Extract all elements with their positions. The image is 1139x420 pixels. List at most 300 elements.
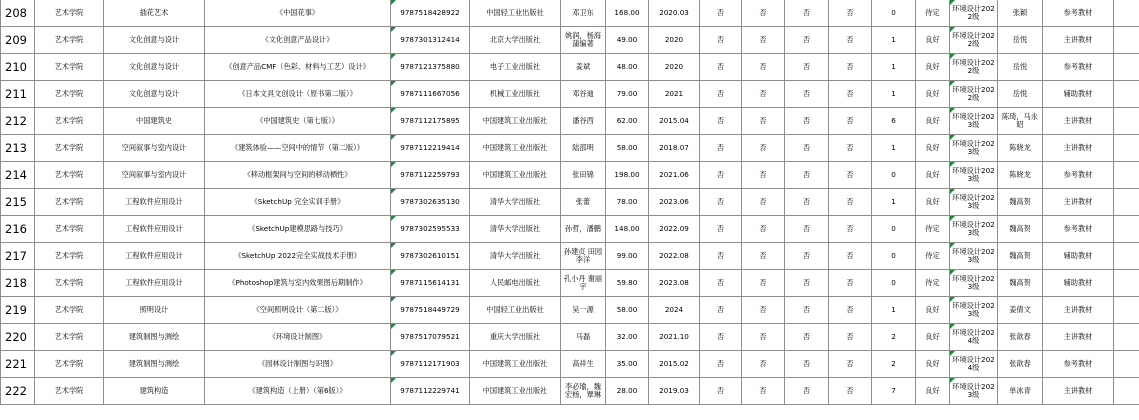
row-number-cell[interactable]: 218 [1,270,35,297]
empty-cell[interactable] [1114,297,1139,324]
table-row [1,189,1139,216]
author-cell[interactable]: 陆邵明 [561,135,606,162]
material-type-cell[interactable]: 主讲教材 [1043,297,1114,324]
teacher-cell[interactable]: 张颖 [998,0,1043,27]
price-cell[interactable]: 49.00 [606,27,649,54]
flag-cell-2[interactable]: 否 [742,0,785,27]
course-cell[interactable]: 工程软件应用设计 [104,270,205,297]
count-cell[interactable]: 1 [872,189,916,216]
publish-date-cell[interactable]: 2023.08 [649,270,700,297]
flag-cell-3[interactable]: 否 [785,108,829,135]
author-cell[interactable]: 吴一源 [561,297,606,324]
college-cell[interactable]: 艺术学院 [35,162,104,189]
teacher-cell[interactable]: 陈琦，马永昭 [998,108,1043,135]
college-cell[interactable]: 艺术学院 [35,108,104,135]
author-cell[interactable]: 张蕾 [561,189,606,216]
course-cell[interactable]: 插花艺术 [104,0,205,27]
material-type-cell[interactable]: 主讲教材 [1043,27,1114,54]
flag-cell-4[interactable]: 否 [829,27,872,54]
evaluation-cell[interactable]: 良好 [916,324,950,351]
teacher-cell[interactable]: 魏高贺 [998,189,1043,216]
major-class-cell[interactable]: 环境设计2023级 [950,135,998,162]
count-cell[interactable]: 2 [872,324,916,351]
publish-date-cell[interactable]: 2018.07 [649,135,700,162]
teacher-cell[interactable]: 姜倩文 [998,297,1043,324]
teacher-cell[interactable]: 岳悦 [998,54,1043,81]
price-cell[interactable]: 48.00 [606,54,649,81]
course-cell[interactable]: 文化创意与设计 [104,81,205,108]
empty-cell[interactable] [1114,189,1139,216]
major-class-cell[interactable]: 环境设计2022级 [950,0,998,27]
flag-cell-3[interactable]: 否 [785,297,829,324]
course-cell[interactable]: 建筑制图与测绘 [104,324,205,351]
publisher-cell[interactable]: 北京大学出版社 [470,27,561,54]
course-cell[interactable]: 工程软件应用设计 [104,243,205,270]
count-cell[interactable]: 1 [872,81,916,108]
empty-cell[interactable] [1114,81,1139,108]
author-cell[interactable]: 邓谷迪 [561,81,606,108]
course-cell[interactable]: 中国建筑史 [104,108,205,135]
major-class-cell[interactable]: 环境设计2024级 [950,324,998,351]
evaluation-cell[interactable]: 良好 [916,27,950,54]
college-cell[interactable]: 艺术学院 [35,378,104,405]
flag-cell-3[interactable]: 否 [785,324,829,351]
empty-cell[interactable] [1114,54,1139,81]
material-type-cell[interactable]: 主讲教材 [1043,189,1114,216]
college-cell[interactable]: 艺术学院 [35,189,104,216]
publisher-cell[interactable]: 中国建筑工业出版社 [470,378,561,405]
college-cell[interactable]: 艺术学院 [35,243,104,270]
row-number-cell[interactable]: 215 [1,189,35,216]
author-cell[interactable]: 姜斌 [561,54,606,81]
flag-cell-1[interactable]: 否 [700,243,742,270]
count-cell[interactable]: 7 [872,378,916,405]
table-row [1,216,1139,243]
evaluation-cell[interactable]: 良好 [916,54,950,81]
teacher-cell[interactable]: 岳悦 [998,27,1043,54]
book-title-cell[interactable]: 《SketchUp建模思路与技巧》 [205,216,391,243]
evaluation-cell[interactable]: 良好 [916,162,950,189]
flag-cell-2[interactable]: 否 [742,189,785,216]
flag-cell-2[interactable]: 否 [742,243,785,270]
row-number-cell[interactable]: 209 [1,27,35,54]
flag-cell-4[interactable]: 否 [829,378,872,405]
isbn-cell[interactable]: 9787518428922 [391,0,470,27]
publisher-cell[interactable]: 重庆大学出版社 [470,324,561,351]
count-cell[interactable]: 0 [872,270,916,297]
teacher-cell[interactable]: 张歆春 [998,324,1043,351]
price-cell[interactable]: 168.00 [606,0,649,27]
table-row [1,162,1139,189]
price-cell[interactable]: 35.00 [606,351,649,378]
teacher-cell[interactable]: 张歆春 [998,351,1043,378]
row-number-cell[interactable]: 210 [1,54,35,81]
isbn-cell[interactable]: 9787302595533 [391,216,470,243]
flag-cell-1[interactable]: 否 [700,135,742,162]
flag-cell-1[interactable]: 否 [700,27,742,54]
flag-cell-2[interactable]: 否 [742,270,785,297]
table-row [1,324,1139,351]
empty-cell[interactable] [1114,324,1139,351]
publisher-cell[interactable]: 清华大学出版社 [470,243,561,270]
course-cell[interactable]: 建筑构造 [104,378,205,405]
row-number-cell[interactable]: 211 [1,81,35,108]
flag-cell-1[interactable]: 否 [700,0,742,27]
book-title-cell[interactable]: 《文化创意产品设计》 [205,27,391,54]
material-type-cell[interactable]: 主讲教材 [1043,324,1114,351]
table-row [1,351,1139,378]
material-type-cell[interactable]: 辅助教材 [1043,243,1114,270]
flag-cell-2[interactable]: 否 [742,297,785,324]
evaluation-cell[interactable]: 良好 [916,378,950,405]
college-cell[interactable]: 艺术学院 [35,135,104,162]
book-title-cell[interactable]: 《园林设计制图与识图》 [205,351,391,378]
empty-cell[interactable] [1114,135,1139,162]
college-cell[interactable]: 艺术学院 [35,216,104,243]
evaluation-cell[interactable]: 待定 [916,270,950,297]
empty-cell[interactable] [1114,0,1139,27]
author-cell[interactable]: 孙哲，潘鹏 [561,216,606,243]
material-type-cell[interactable]: 参考教材 [1043,162,1114,189]
count-cell[interactable]: 1 [872,297,916,324]
material-type-cell[interactable]: 主讲教材 [1043,135,1114,162]
isbn-cell[interactable]: 9787302635130 [391,189,470,216]
table-row [1,108,1139,135]
author-cell[interactable]: 张田锦 [561,162,606,189]
publisher-cell[interactable]: 电子工业出版社 [470,54,561,81]
author-cell[interactable]: 潘谷西 [561,108,606,135]
major-class-cell[interactable]: 环境设计2023级 [950,243,998,270]
isbn-cell[interactable]: 9787112259793 [391,162,470,189]
book-title-cell[interactable]: 《中国花事》 [205,0,391,27]
flag-cell-4[interactable]: 否 [829,351,872,378]
isbn-cell[interactable]: 9787115614131 [391,270,470,297]
material-type-cell[interactable]: 参考教材 [1043,216,1114,243]
publisher-cell[interactable]: 中国轻工业出版社 [470,0,561,27]
author-cell[interactable]: 姚润，杨海蒲编著 [561,27,606,54]
material-type-cell[interactable]: 参考教材 [1043,351,1114,378]
isbn-cell[interactable]: 9787112229741 [391,378,470,405]
publisher-cell[interactable]: 中国建筑工业出版社 [470,108,561,135]
evaluation-cell[interactable]: 待定 [916,216,950,243]
row-number-cell[interactable]: 217 [1,243,35,270]
row-number-cell[interactable]: 220 [1,324,35,351]
book-title-cell[interactable]: 《中国建筑史（第七版）》 [205,108,391,135]
count-cell[interactable]: 0 [872,243,916,270]
college-cell[interactable]: 艺术学院 [35,324,104,351]
publish-date-cell[interactable]: 2020.03 [649,0,700,27]
flag-cell-1[interactable]: 否 [700,216,742,243]
course-cell[interactable]: 工程软件应用设计 [104,189,205,216]
flag-cell-3[interactable]: 否 [785,27,829,54]
count-cell[interactable]: 0 [872,162,916,189]
author-cell[interactable]: 孔小丹 谢丽宇 [561,270,606,297]
table-row [1,54,1139,81]
major-class-cell[interactable]: 环境设计2023级 [950,378,998,405]
author-cell[interactable]: 孙建贞 田园 李洋 [561,243,606,270]
isbn-cell[interactable]: 9787112219414 [391,135,470,162]
flag-cell-3[interactable]: 否 [785,378,829,405]
price-cell[interactable]: 62.00 [606,108,649,135]
flag-cell-1[interactable]: 否 [700,54,742,81]
flag-cell-2[interactable]: 否 [742,27,785,54]
major-class-cell[interactable]: 环境设计2022级 [950,27,998,54]
row-number-cell[interactable]: 222 [1,378,35,405]
isbn-cell[interactable]: 9787517079521 [391,324,470,351]
empty-cell[interactable] [1114,216,1139,243]
major-class-cell[interactable]: 环境设计2022级 [950,54,998,81]
isbn-cell[interactable]: 9787301312414 [391,27,470,54]
publisher-cell[interactable]: 清华大学出版社 [470,216,561,243]
price-cell[interactable]: 28.00 [606,378,649,405]
empty-cell[interactable] [1114,378,1139,405]
flag-cell-3[interactable]: 否 [785,351,829,378]
teacher-cell[interactable]: 魏高贺 [998,216,1043,243]
table-row [1,378,1139,405]
flag-cell-3[interactable]: 否 [785,243,829,270]
major-class-cell[interactable]: 环境设计2023级 [950,108,998,135]
flag-cell-1[interactable]: 否 [700,378,742,405]
flag-cell-4[interactable]: 否 [829,189,872,216]
isbn-cell[interactable]: 9787111667056 [391,81,470,108]
author-cell[interactable]: 马磊 [561,324,606,351]
book-title-cell[interactable]: 《SketchUp 2022完全实战技术手册》 [205,243,391,270]
flag-cell-4[interactable]: 否 [829,216,872,243]
material-type-cell[interactable]: 参考教材 [1043,0,1114,27]
evaluation-cell[interactable]: 良好 [916,351,950,378]
empty-cell[interactable] [1114,243,1139,270]
major-class-cell[interactable]: 环境设计2023级 [950,216,998,243]
college-cell[interactable]: 艺术学院 [35,81,104,108]
flag-cell-1[interactable]: 否 [700,270,742,297]
course-cell[interactable]: 文化创意与设计 [104,54,205,81]
flag-cell-4[interactable]: 否 [829,54,872,81]
publish-date-cell[interactable]: 2020 [649,27,700,54]
count-cell[interactable]: 1 [872,27,916,54]
college-cell[interactable]: 艺术学院 [35,54,104,81]
college-cell[interactable]: 艺术学院 [35,27,104,54]
flag-cell-3[interactable]: 否 [785,216,829,243]
flag-cell-4[interactable]: 否 [829,135,872,162]
publisher-cell[interactable]: 清华大学出版社 [470,189,561,216]
table-row [1,297,1139,324]
course-cell[interactable]: 空间叙事与室内设计 [104,162,205,189]
empty-cell[interactable] [1114,162,1139,189]
evaluation-cell[interactable]: 待定 [916,243,950,270]
flag-cell-1[interactable]: 否 [700,324,742,351]
table-row [1,135,1139,162]
row-number-cell[interactable]: 213 [1,135,35,162]
major-class-cell[interactable]: 环境设计2023级 [950,162,998,189]
book-title-cell[interactable]: 《移动框架间与空间的移动栖性》 [205,162,391,189]
course-cell[interactable]: 建筑制图与测绘 [104,351,205,378]
flag-cell-2[interactable]: 否 [742,378,785,405]
price-cell[interactable]: 59.80 [606,270,649,297]
publish-date-cell[interactable]: 2015.04 [649,108,700,135]
course-cell[interactable]: 照明设计 [104,297,205,324]
material-type-cell[interactable]: 辅助教材 [1043,81,1114,108]
isbn-cell[interactable]: 9787518449729 [391,297,470,324]
table-row [1,243,1139,270]
publisher-cell[interactable]: 机械工业出版社 [470,81,561,108]
price-cell[interactable]: 78.00 [606,189,649,216]
major-class-cell[interactable]: 环境设计2023级 [950,189,998,216]
flag-cell-3[interactable]: 否 [785,0,829,27]
row-number-cell[interactable]: 221 [1,351,35,378]
count-cell[interactable]: 6 [872,108,916,135]
flag-cell-2[interactable]: 否 [742,108,785,135]
flag-cell-1[interactable]: 否 [700,297,742,324]
flag-cell-2[interactable]: 否 [742,81,785,108]
book-title-cell[interactable]: 《SketchUp 完全实训手册》 [205,189,391,216]
book-title-cell[interactable]: 《Photoshop建筑与室内效果图后期制作》 [205,270,391,297]
teacher-cell[interactable]: 魏高贺 [998,270,1043,297]
row-number-cell[interactable]: 219 [1,297,35,324]
flag-cell-4[interactable]: 否 [829,297,872,324]
isbn-cell[interactable]: 9787112171903 [391,351,470,378]
book-title-cell[interactable]: 《建筑构造（上册）（第6版）》 [205,378,391,405]
flag-cell-2[interactable]: 否 [742,135,785,162]
book-title-cell[interactable]: 《日本文具文创设计（原书第二版）》 [205,81,391,108]
publisher-cell[interactable]: 中国建筑工业出版社 [470,135,561,162]
publish-date-cell[interactable]: 2021.10 [649,324,700,351]
college-cell[interactable]: 艺术学院 [35,351,104,378]
empty-cell[interactable] [1114,351,1139,378]
book-title-cell[interactable]: 《空间照明设计（第二版）》 [205,297,391,324]
author-cell[interactable]: 李必瑜，魏宏杨，覃琳 [561,378,606,405]
evaluation-cell[interactable]: 良好 [916,81,950,108]
row-number-cell[interactable]: 216 [1,216,35,243]
course-cell[interactable]: 文化创意与设计 [104,27,205,54]
table-row [1,0,1139,27]
price-cell[interactable]: 58.00 [606,135,649,162]
publish-date-cell[interactable]: 2021.06 [649,162,700,189]
flag-cell-2[interactable]: 否 [742,351,785,378]
flag-cell-1[interactable]: 否 [700,81,742,108]
table-row [1,270,1139,297]
teacher-cell[interactable]: 单冰青 [998,378,1043,405]
count-cell[interactable]: 1 [872,54,916,81]
row-number-cell[interactable]: 212 [1,108,35,135]
evaluation-cell[interactable]: 良好 [916,135,950,162]
row-number-cell[interactable]: 214 [1,162,35,189]
row-number-cell[interactable]: 208 [1,0,35,27]
major-class-cell[interactable]: 环境设计2023级 [950,297,998,324]
flag-cell-3[interactable]: 否 [785,162,829,189]
isbn-cell[interactable]: 9787121375880 [391,54,470,81]
college-cell[interactable]: 艺术学院 [35,297,104,324]
evaluation-cell[interactable]: 良好 [916,108,950,135]
flag-cell-1[interactable]: 否 [700,351,742,378]
flag-cell-4[interactable]: 否 [829,81,872,108]
publish-date-cell[interactable]: 2019.03 [649,378,700,405]
count-cell[interactable]: 2 [872,351,916,378]
count-cell[interactable]: 0 [872,216,916,243]
flag-cell-2[interactable]: 否 [742,54,785,81]
flag-cell-3[interactable]: 否 [785,135,829,162]
publisher-cell[interactable]: 中国建筑工业出版社 [470,162,561,189]
material-type-cell[interactable]: 主讲教材 [1043,108,1114,135]
teacher-cell[interactable]: 岳悦 [998,81,1043,108]
book-title-cell[interactable]: 《建筑体验——空间中的情节（第二版）》 [205,135,391,162]
major-class-cell[interactable]: 环境设计2024级 [950,351,998,378]
author-cell[interactable]: 高祥生 [561,351,606,378]
teacher-cell[interactable]: 陈晓龙 [998,135,1043,162]
publish-date-cell[interactable]: 2022.08 [649,243,700,270]
flag-cell-4[interactable]: 否 [829,162,872,189]
price-cell[interactable]: 58.00 [606,297,649,324]
publisher-cell[interactable]: 人民邮电出版社 [470,270,561,297]
publish-date-cell[interactable]: 2022.09 [649,216,700,243]
author-cell[interactable]: 邓卫东 [561,0,606,27]
flag-cell-3[interactable]: 否 [785,81,829,108]
isbn-cell[interactable]: 9787302610151 [391,243,470,270]
flag-cell-3[interactable]: 否 [785,189,829,216]
material-type-cell[interactable]: 参考教材 [1043,54,1114,81]
publish-date-cell[interactable]: 2015.02 [649,351,700,378]
college-cell[interactable]: 艺术学院 [35,270,104,297]
flag-cell-1[interactable]: 否 [700,162,742,189]
book-title-cell[interactable]: 《创意产品CMF（色彩、材料与工艺）设计》 [205,54,391,81]
flag-cell-4[interactable]: 否 [829,270,872,297]
flag-cell-4[interactable]: 否 [829,324,872,351]
empty-cell[interactable] [1114,270,1139,297]
flag-cell-4[interactable]: 否 [829,0,872,27]
table-row [1,27,1139,54]
evaluation-cell[interactable]: 良好 [916,189,950,216]
flag-cell-2[interactable]: 否 [742,216,785,243]
publish-date-cell[interactable]: 2021 [649,81,700,108]
evaluation-cell[interactable]: 待定 [916,0,950,27]
flag-cell-3[interactable]: 否 [785,270,829,297]
course-cell[interactable]: 空间叙事与室内设计 [104,135,205,162]
price-cell[interactable]: 148.00 [606,216,649,243]
price-cell[interactable]: 99.00 [606,243,649,270]
major-class-cell[interactable]: 环境设计2023级 [950,270,998,297]
flag-cell-1[interactable]: 否 [700,189,742,216]
count-cell[interactable]: 1 [872,135,916,162]
teacher-cell[interactable]: 魏高贺 [998,243,1043,270]
publish-date-cell[interactable]: 2023.06 [649,189,700,216]
isbn-cell[interactable]: 9787112175895 [391,108,470,135]
evaluation-cell[interactable]: 良好 [916,297,950,324]
flag-cell-2[interactable]: 否 [742,324,785,351]
price-cell[interactable]: 198.00 [606,162,649,189]
teacher-cell[interactable]: 陈晓龙 [998,162,1043,189]
publisher-cell[interactable]: 中国轻工业出版社 [470,297,561,324]
empty-cell[interactable] [1114,108,1139,135]
empty-cell[interactable] [1114,27,1139,54]
flag-cell-4[interactable]: 否 [829,108,872,135]
book-title-cell[interactable]: 《环境设计制图》 [205,324,391,351]
price-cell[interactable]: 32.00 [606,324,649,351]
flag-cell-2[interactable]: 否 [742,162,785,189]
flag-cell-4[interactable]: 否 [829,243,872,270]
count-cell[interactable]: 0 [872,0,916,27]
material-type-cell[interactable]: 辅助教材 [1043,270,1114,297]
flag-cell-1[interactable]: 否 [700,108,742,135]
major-class-cell[interactable]: 环境设计2022级 [950,81,998,108]
table-row [1,81,1139,108]
material-type-cell[interactable]: 主讲教材 [1043,378,1114,405]
publish-date-cell[interactable]: 2020 [649,54,700,81]
publisher-cell[interactable]: 中国建筑工业出版社 [470,351,561,378]
college-cell[interactable]: 艺术学院 [35,0,104,27]
publish-date-cell[interactable]: 2024 [649,297,700,324]
course-cell[interactable]: 工程软件应用设计 [104,216,205,243]
flag-cell-3[interactable]: 否 [785,54,829,81]
price-cell[interactable]: 79.00 [606,81,649,108]
